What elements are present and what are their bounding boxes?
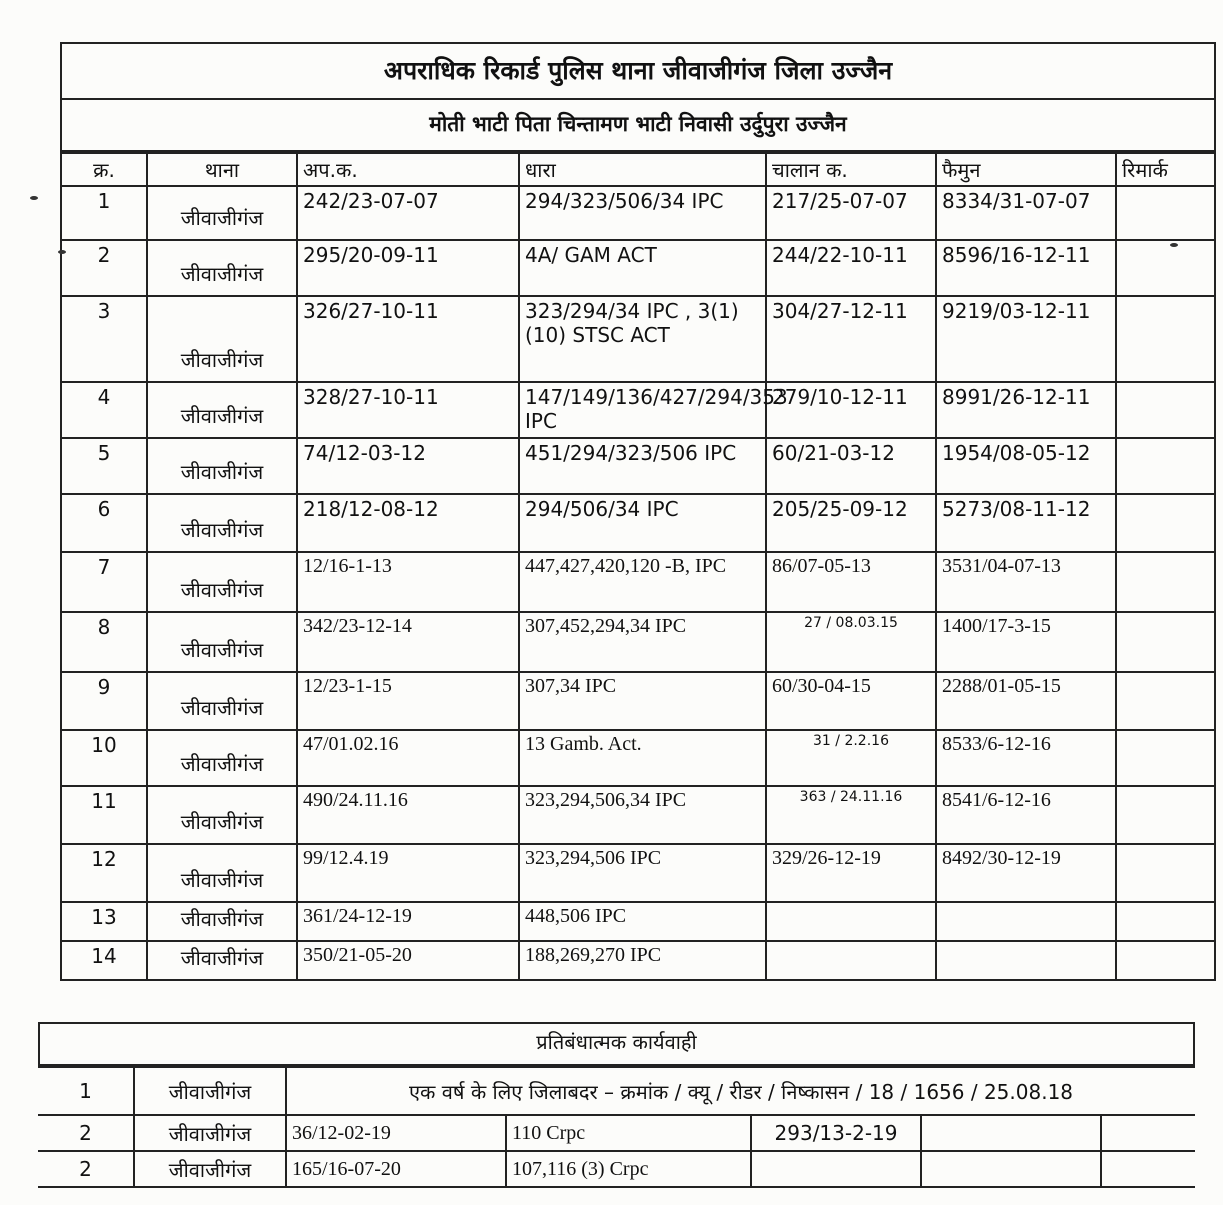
header-row <box>62 153 1214 186</box>
preventive-section: 107,116 (3) Crpc <box>506 1151 751 1187</box>
cell-sn: 2 <box>62 240 147 296</box>
table-row <box>62 240 1214 296</box>
preventive-table <box>38 1066 1195 1188</box>
cell-challan: 86/07-05-13 <box>766 552 936 612</box>
cell-section: 447,427,420,120 -B, IPC <box>519 552 766 612</box>
cell-challan: 27 / 08.03.15 <box>766 612 936 672</box>
cell-sn: 9 <box>62 672 147 730</box>
cell-faiman: 8533/6-12-16 <box>936 730 1116 786</box>
preventive-challan <box>751 1151 921 1187</box>
cell-remark <box>1116 382 1214 438</box>
preventive-remark <box>1101 1115 1195 1151</box>
cell-case: 242/23-07-07 <box>297 186 519 240</box>
table-row <box>62 438 1214 494</box>
cell-faiman: 1954/08-05-12 <box>936 438 1116 494</box>
cell-challan: 329/26-12-19 <box>766 844 936 902</box>
cell-case: 47/01.02.16 <box>297 730 519 786</box>
preventive-title: प्रतिबंधात्मक कार्यवाही <box>38 1024 1195 1066</box>
cell-faiman <box>936 902 1116 941</box>
cell-station: जीवाजीगंज <box>147 552 297 612</box>
cell-section: 294/506/34 IPC <box>519 494 766 552</box>
cell-station: जीवाजीगंज <box>147 240 297 296</box>
cell-remark <box>1116 786 1214 844</box>
cell-station: जीवाजीगंज <box>147 844 297 902</box>
page-title: अपराधिक रिकार्ड पुलिस थाना जीवाजीगंज जिला उज्जैन <box>62 44 1214 100</box>
cell-case: 361/24-12-19 <box>297 902 519 941</box>
cell-sn: 6 <box>62 494 147 552</box>
cell-faiman: 8991/26-12-11 <box>936 382 1116 438</box>
header-section: धारा <box>519 153 766 186</box>
cell-challan: 31 / 2.2.16 <box>766 730 936 786</box>
cell-faiman: 3531/04-07-13 <box>936 552 1116 612</box>
cell-station: जीवाजीगंज <box>147 902 297 941</box>
cell-case: 74/12-03-12 <box>297 438 519 494</box>
cell-challan: 60/21-03-12 <box>766 438 936 494</box>
cell-case: 12/23-1-15 <box>297 672 519 730</box>
preventive-section: 110 Crpc <box>506 1115 751 1151</box>
cell-challan: 60/30-04-15 <box>766 672 936 730</box>
cell-station: जीवाजीगंज <box>147 786 297 844</box>
cell-remark <box>1116 296 1214 382</box>
table-row <box>62 494 1214 552</box>
table-row <box>62 186 1214 240</box>
cell-case: 99/12.4.19 <box>297 844 519 902</box>
cell-faiman: 1400/17-3-15 <box>936 612 1116 672</box>
table-row <box>62 844 1214 902</box>
cell-sn: 12 <box>62 844 147 902</box>
cell-challan <box>766 941 936 980</box>
cell-section: 451/294/323/506 IPC <box>519 438 766 494</box>
preventive-challan: 293/13-2-19 <box>751 1115 921 1151</box>
header-challan: चालान क. <box>766 153 936 186</box>
cell-sn: 10 <box>62 730 147 786</box>
cell-station: जीवाजीगंज <box>147 186 297 240</box>
cell-sn: 7 <box>62 552 147 612</box>
cell-case: 326/27-10-11 <box>297 296 519 382</box>
cell-case: 490/24.11.16 <box>297 786 519 844</box>
cell-challan: 217/25-07-07 <box>766 186 936 240</box>
preventive-faiman <box>921 1151 1101 1187</box>
header-remark: रिमार्क <box>1116 153 1214 186</box>
cell-remark <box>1116 844 1214 902</box>
cell-remark <box>1116 672 1214 730</box>
cell-sn: 5 <box>62 438 147 494</box>
header-station: थाना <box>147 153 297 186</box>
ink-smudge <box>1170 243 1178 247</box>
table-row <box>62 612 1214 672</box>
record-document <box>60 42 1216 981</box>
cell-section: 307,34 IPC <box>519 672 766 730</box>
cell-case: 12/16-1-13 <box>297 552 519 612</box>
cell-remark <box>1116 730 1214 786</box>
table-row <box>62 730 1214 786</box>
cell-section: 323,294,506,34 IPC <box>519 786 766 844</box>
cell-sn: 14 <box>62 941 147 980</box>
cell-case: 295/20-09-11 <box>297 240 519 296</box>
cell-section: 323/294/34 IPC , 3(1)(10) STSC ACT <box>519 296 766 382</box>
cell-section: 448,506 IPC <box>519 902 766 941</box>
cell-remark <box>1116 552 1214 612</box>
cell-case: 218/12-08-12 <box>297 494 519 552</box>
table-row <box>62 552 1214 612</box>
cell-section: 188,269,270 IPC <box>519 941 766 980</box>
cell-faiman: 8492/30-12-19 <box>936 844 1116 902</box>
cell-station: जीवाजीगंज <box>147 730 297 786</box>
preventive-row <box>38 1067 1195 1115</box>
preventive-station: जीवाजीगंज <box>134 1115 286 1151</box>
cell-station: जीवाजीगंज <box>147 296 297 382</box>
cell-section: 147/149/136/427/294/353 IPC <box>519 382 766 438</box>
preventive-text: एक वर्ष के लिए जिलाबदर – क्रमांक / क्यू / रीडर / निष्कासन / 18 / 1656 / 25.08.18 <box>286 1067 1195 1115</box>
cell-sn: 1 <box>62 186 147 240</box>
cell-sn: 11 <box>62 786 147 844</box>
cell-sn: 13 <box>62 902 147 941</box>
cell-challan: 363 / 24.11.16 <box>766 786 936 844</box>
header-sn: क्र. <box>62 153 147 186</box>
cell-faiman: 8596/16-12-11 <box>936 240 1116 296</box>
cell-sn: 4 <box>62 382 147 438</box>
table-row <box>62 902 1214 941</box>
cell-remark <box>1116 941 1214 980</box>
preventive-station: जीवाजीगंज <box>134 1151 286 1187</box>
cell-section: 323,294,506 IPC <box>519 844 766 902</box>
cell-sn: 3 <box>62 296 147 382</box>
cell-remark <box>1116 612 1214 672</box>
cell-section: 294/323/506/34 IPC <box>519 186 766 240</box>
cell-faiman: 5273/08-11-12 <box>936 494 1116 552</box>
cell-faiman: 8334/31-07-07 <box>936 186 1116 240</box>
preventive-case: 165/16-07-20 <box>286 1151 506 1187</box>
cell-faiman: 2288/01-05-15 <box>936 672 1116 730</box>
cell-faiman: 9219/03-12-11 <box>936 296 1116 382</box>
cell-station: जीवाजीगंज <box>147 382 297 438</box>
ink-smudge <box>30 196 38 200</box>
cell-case: 350/21-05-20 <box>297 941 519 980</box>
cell-challan: 205/25-09-12 <box>766 494 936 552</box>
table-row <box>62 672 1214 730</box>
cell-case: 328/27-10-11 <box>297 382 519 438</box>
cell-remark <box>1116 494 1214 552</box>
cell-remark <box>1116 186 1214 240</box>
cell-case: 342/23-12-14 <box>297 612 519 672</box>
table-row <box>62 296 1214 382</box>
cell-remark <box>1116 438 1214 494</box>
page-subtitle: मोती भाटी पिता चिन्तामण भाटी निवासी उर्दुपुरा उज्जैन <box>62 100 1214 152</box>
table-row <box>62 941 1214 980</box>
preventive-row <box>38 1151 1195 1187</box>
cell-remark <box>1116 902 1214 941</box>
cell-faiman <box>936 941 1116 980</box>
preventive-sn: 2 <box>38 1151 134 1187</box>
cell-challan: 279/10-12-11 <box>766 382 936 438</box>
cell-challan: 244/22-10-11 <box>766 240 936 296</box>
table-row <box>62 786 1214 844</box>
cell-faiman: 8541/6-12-16 <box>936 786 1116 844</box>
cell-section: 13 Gamb. Act. <box>519 730 766 786</box>
header-faiman: फैमुन <box>936 153 1116 186</box>
cell-station: जीवाजीगंज <box>147 438 297 494</box>
record-table <box>62 152 1214 981</box>
cell-station: जीवाजीगंज <box>147 672 297 730</box>
cell-station: जीवाजीगंज <box>147 494 297 552</box>
cell-station: जीवाजीगंज <box>147 612 297 672</box>
preventive-remark <box>1101 1151 1195 1187</box>
header-case: अप.क. <box>297 153 519 186</box>
preventive-row <box>38 1115 1195 1151</box>
ink-smudge <box>58 250 66 254</box>
cell-remark <box>1116 240 1214 296</box>
cell-sn: 8 <box>62 612 147 672</box>
table-row <box>62 382 1214 438</box>
preventive-sn: 1 <box>38 1067 134 1115</box>
preventive-station: जीवाजीगंज <box>134 1067 286 1115</box>
preventive-case: 36/12-02-19 <box>286 1115 506 1151</box>
cell-challan <box>766 902 936 941</box>
cell-station: जीवाजीगंज <box>147 941 297 980</box>
cell-section: 307,452,294,34 IPC <box>519 612 766 672</box>
preventive-section <box>38 1022 1195 1188</box>
preventive-faiman <box>921 1115 1101 1151</box>
preventive-sn: 2 <box>38 1115 134 1151</box>
cell-challan: 304/27-12-11 <box>766 296 936 382</box>
cell-section: 4A/ GAM ACT <box>519 240 766 296</box>
